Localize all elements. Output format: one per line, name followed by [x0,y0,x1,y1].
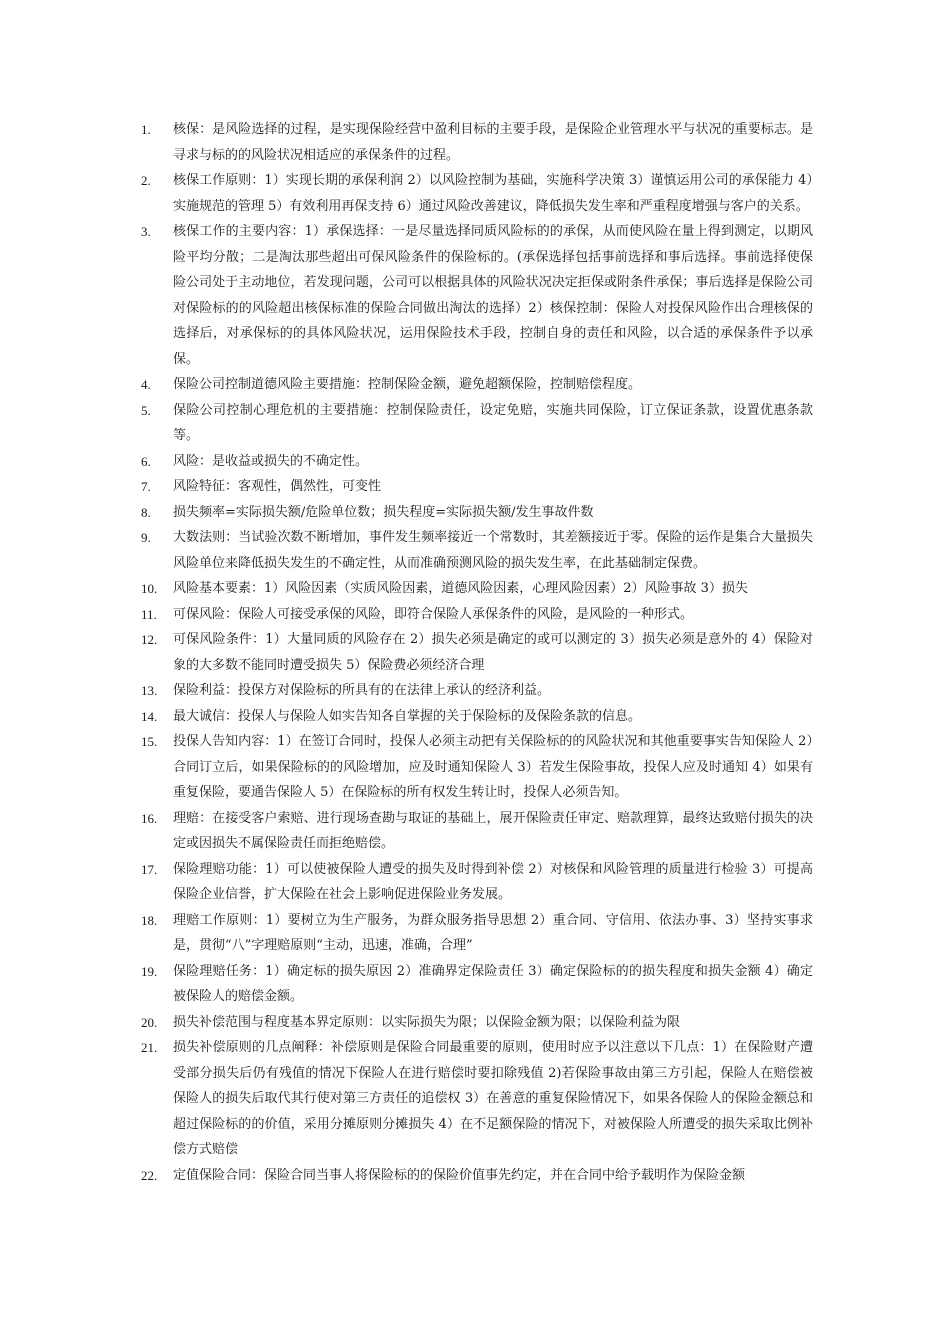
list-item [141,500,813,526]
item-number: 8. [141,504,151,520]
item-number: 2. [141,173,151,188]
list-item [141,678,813,704]
item-text: 最大诚信：投保人与保险人如实告知各自掌握的关于保险标的及保险条款的信息。 [173,708,642,724]
item-number: 16. [141,810,158,826]
item-text: 保险理赔任务：1）确定标的损失原因 2）准确界定保险责任 3）确定保险标的的损失程度和损失金额 4）确定被保险人的赔偿金额。 [173,963,813,1004]
item-number: 4. [141,377,151,392]
document-page [141,117,813,1188]
item-text: 损失补偿原则的几点阐释：补偿原则是保险合同最重要的原则，使用时应予以注意以下几点：1）在保险财产遭受部分损失后仍有残值的情况下保险人在进行赔偿时要扣除残值 2)若保险事故由第三方引起，保险人在赔偿被保险人的损失后取代其行使对第三方责任的追偿权 3）在善意的重复保险情况下，如果各保险人的保险金额总和超过保险标的的价值，采用分摊原则分摊损失 4）在不足额保险的情况下，对被保险人所遭受的损失采取比例补偿方式赔偿 [173,1040,813,1157]
list-item [141,627,813,678]
list-item [141,576,813,602]
item-number: 13. [141,683,158,698]
list-item [141,908,813,959]
item-number: 15. [141,734,158,749]
list-item [141,602,813,628]
item-number: 10. [141,581,158,596]
definition-list [141,117,813,1188]
item-number: 21. [141,1040,158,1055]
item-number: 14. [141,708,158,724]
item-text: 大数法则：当试验次数不断增加，事件发生频率接近一个常数时，其差额接近于零。保险的运作是集合大量损失风险单位来降低损失发生的不确定性，从而准确预测风险的损失发生率，在此基础制定保费。 [173,530,813,571]
item-text: 核保：是风险选择的过程，是实现保险经营中盈利目标的主要手段，是保险企业管理水平与状况的重要标志。是寻求与标的的风险状况相适应的承保条件的过程。 [173,122,813,163]
list-item [141,1010,813,1036]
item-text: 核保工作原则：1）实现长期的承保利润 2）以风险控制为基础，实施科学决策 3）谨慎运用公司的承保能力 4）实施规范的管理 5）有效利用再保支持 6）通过风险改善建议，降低损失发生率和严重程度增强与客户的关系。 [173,173,813,214]
item-text: 投保人告知内容：1）在签订合同时，投保人必须主动把有关保险标的的风险状况和其他重要事实告知保险人 2）合同订立后，如果保险标的的风险增加，应及时通知保险人 3）若发生保险事故，投保人应及时通知 4）如果有重复保险，要通告保险人 5）在保险标的所有权发生转让时，投保人必须告知。 [173,734,813,800]
list-item [141,168,813,219]
item-number: 1. [141,122,151,137]
item-number: 17. [141,861,158,877]
list-item [141,449,813,475]
list-item [141,806,813,857]
item-number: 19. [141,963,158,979]
item-text: 风险特征：客观性，偶然性，可变性 [173,479,382,494]
list-item [141,474,813,500]
item-text: 保险理赔功能：1）可以使被保险人遭受的损失及时得到补偿 2）对核保和风险管理的质量进行检验 3）可提高保险企业信誉，扩大保险在社会上影响促进保险业务发展。 [173,861,813,902]
list-item [141,729,813,806]
item-number: 6. [141,453,151,469]
item-text: 损失补偿范围与程度基本界定原则：以实际损失为限；以保险金额为限；以保险利益为限 [173,1014,681,1030]
item-text: 风险：是收益或损失的不确定性。 [173,453,369,469]
list-item [141,704,813,730]
item-number: 5. [141,402,151,418]
item-number: 12. [141,632,158,647]
item-number: 20. [141,1014,158,1030]
item-number: 22. [141,1167,158,1183]
list-item [141,219,813,372]
item-text: 保险公司控制道德风险主要措施：控制保险金额，避免超额保险，控制赔偿程度。 [173,377,642,392]
item-text: 定值保险合同：保险合同当事人将保险标的的保险价值事先约定，并在合同中给予载明作为保险金额 [173,1167,746,1183]
item-text: 保险利益：投保方对保险标的所具有的在法律上承认的经济利益。 [173,683,551,698]
item-text: 可保风险：保险人可接受承保的风险，即符合保险人承保条件的风险，是风险的一种形式。 [173,606,694,622]
item-text: 核保工作的主要内容：1）承保选择：一是尽量选择同质风险标的的承保，从而使风险在量上得到测定，以期风险平均分散；二是淘汰那些超出可保风险条件的保险标的。(承保选择包括事前选择和事后选择。事前选择使保险公司处于主动地位，若发现问题，公司可以根据具体的风险状况决定拒保或附条件承保；事后选择是保险公司对保险标的的风险超出核保标准的保险合同做出淘汰的选择）2）核保控制：保险人对投保风险作出合理核保的选择后，对承保标的的具体风险状况，运用保险技术手段，控制自身的责任和风险，以合适的承保条件予以承保。 [173,224,813,367]
list-item [141,1163,813,1189]
list-item [141,959,813,1010]
item-text: 理赔：在接受客户索赔、进行现场查勘与取证的基础上，展开保险责任审定、赔款理算，最终达致赔付损失的决定或因损失不属保险责任而拒绝赔偿。 [173,810,813,851]
item-text: 可保风险条件：1）大量同质的风险存在 2）损失必须是确定的或可以测定的 3）损失必须是意外的 4）保险对象的大多数不能同时遭受损失 5）保险费必须经济合理 [173,632,813,673]
list-item [141,117,813,168]
list-item [141,1035,813,1163]
item-number: 11. [141,606,157,622]
list-item [141,525,813,576]
item-text: 损失频率=实际损失额/危险单位数；损失程度=实际损失额/发生事故件数 [173,504,594,520]
list-item [141,372,813,398]
item-number: 18. [141,912,158,928]
list-item [141,398,813,449]
item-text: 保险公司控制心理危机的主要措施：控制保险责任，设定免赔，实施共同保险，订立保证条款，设置优惠条款等。 [173,402,813,443]
list-item [141,857,813,908]
item-number: 9. [141,530,151,545]
item-number: 3. [141,224,151,239]
item-text: 理赔工作原则：1）要树立为生产服务，为群众服务指导思想 2）重合同、守信用、依法办事、3）坚持实事求是，贯彻“八”字理赔原则“主动，迅速，准确，合理” [173,912,813,953]
item-number: 7. [141,479,151,494]
item-text: 风险基本要素：1）风险因素（实质风险因素，道德风险因素，心理风险因素）2）风险事故 3）损失 [173,581,748,596]
